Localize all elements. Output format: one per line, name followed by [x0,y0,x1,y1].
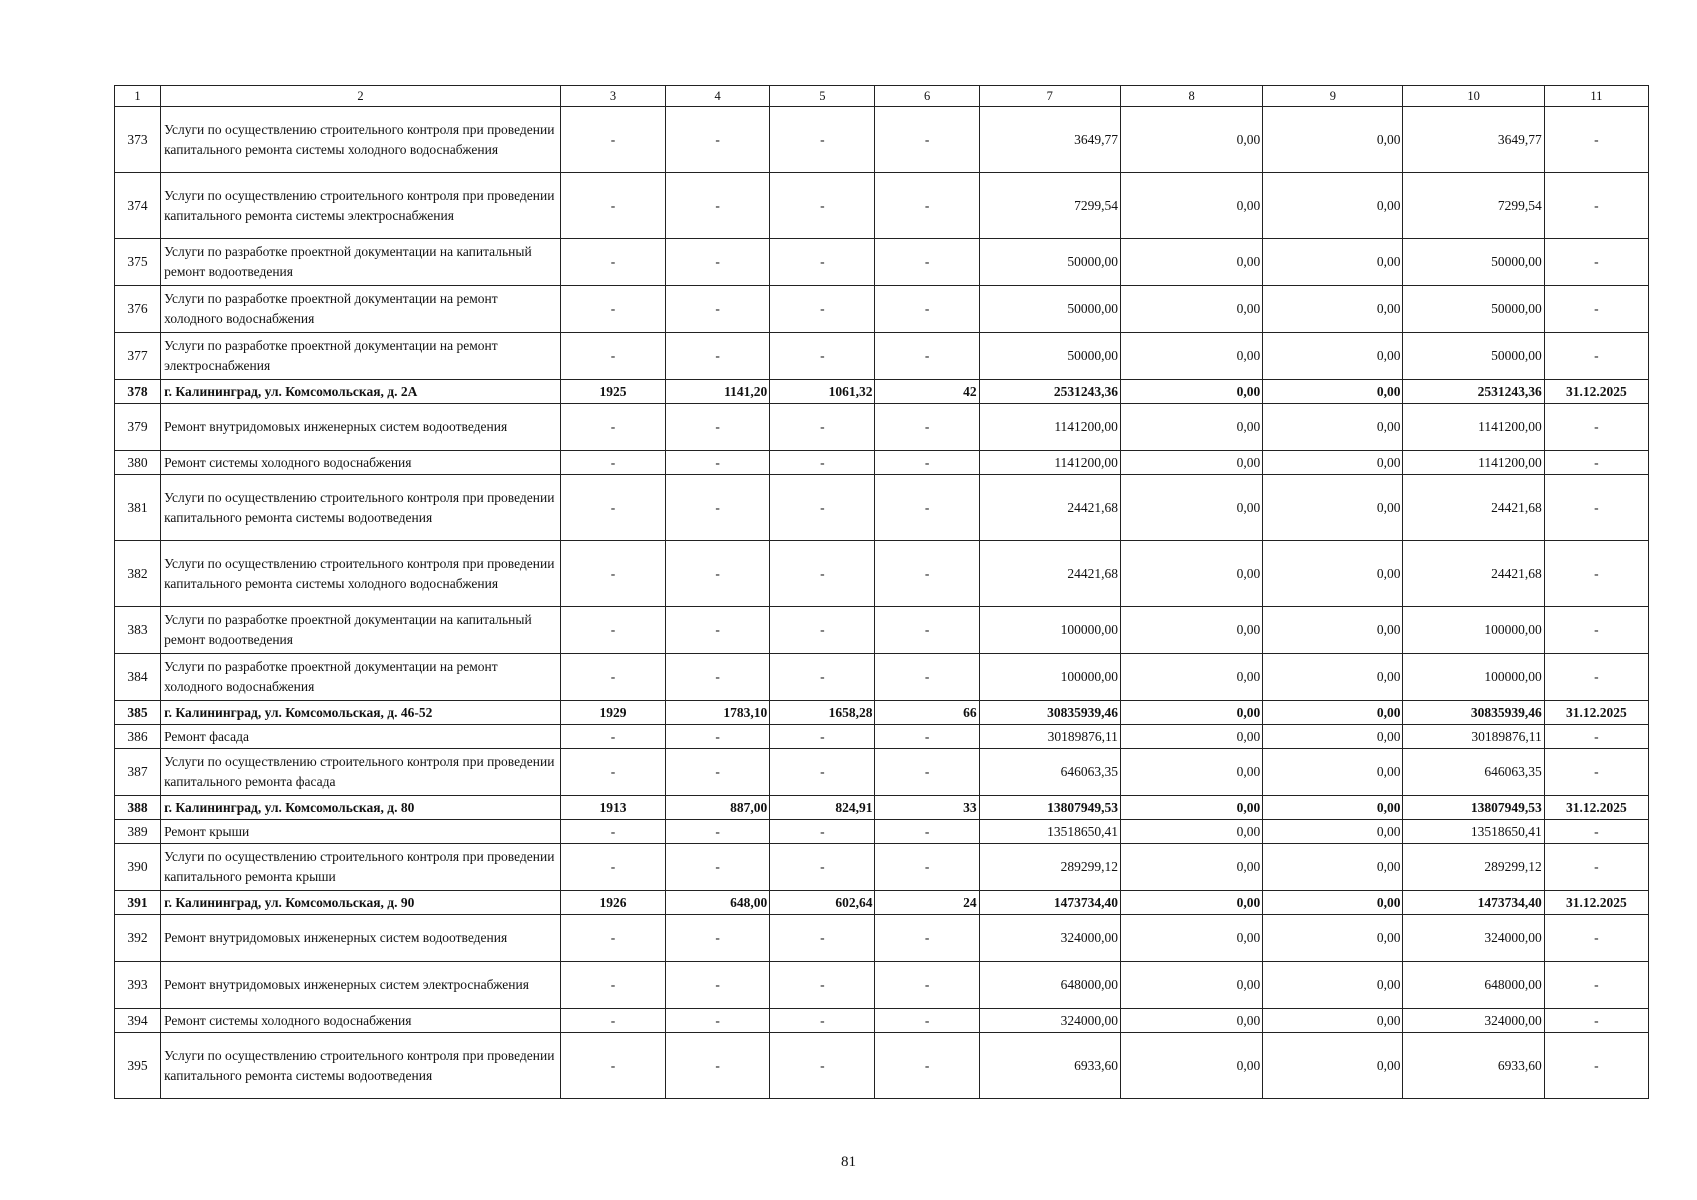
table-row [115,820,1649,844]
budget-cost-cell: 0,00 [1263,796,1403,820]
area-total-cell: - [666,1033,770,1099]
budget-cost-cell: 0,00 [1263,475,1403,541]
area-total-cell: - [666,451,770,475]
deadline-cell: - [1544,962,1648,1009]
area-total-cell: - [666,333,770,380]
area-total-cell: 887,00 [666,796,770,820]
residents-cell: - [875,451,979,475]
owners-cost-cell: 324000,00 [1403,1009,1544,1033]
budget-cost-cell: 0,00 [1263,451,1403,475]
description-cell: Услуги по разработке проектной документации на ремонт электроснабжения [161,333,561,380]
area-living-cell: - [770,962,875,1009]
area-living-cell: - [770,333,875,380]
area-living-cell: - [770,286,875,333]
deadline-cell: - [1544,333,1648,380]
area-living-cell: - [770,239,875,286]
year-cell: - [560,404,665,451]
year-cell: 1926 [560,891,665,915]
budget-cost-cell: 0,00 [1263,607,1403,654]
area-living-cell: - [770,915,875,962]
deadline-cell: - [1544,607,1648,654]
row-number-cell: 373 [115,107,161,173]
description-cell: Услуги по разработке проектной документации на капитальный ремонт водоотведения [161,239,561,286]
residents-cell: 33 [875,796,979,820]
area-total-cell: - [666,475,770,541]
residents-cell: 66 [875,701,979,725]
table-row [115,541,1649,607]
row-number-cell: 383 [115,607,161,654]
year-cell: - [560,1033,665,1099]
column-header: 11 [1544,86,1648,107]
description-cell: Ремонт внутридомовых инженерных систем водоотведения [161,404,561,451]
table-row [115,1033,1649,1099]
year-cell: - [560,915,665,962]
budget-cost-cell: 0,00 [1263,844,1403,891]
column-header: 8 [1120,86,1262,107]
budget-cost-cell: 0,00 [1263,286,1403,333]
row-number-cell: 376 [115,286,161,333]
column-header: 1 [115,86,161,107]
year-cell: - [560,820,665,844]
total-cost-cell: 50000,00 [979,286,1120,333]
budget-cost-cell: 0,00 [1263,380,1403,404]
column-header: 3 [560,86,665,107]
total-cost-cell: 324000,00 [979,1009,1120,1033]
area-living-cell: - [770,173,875,239]
fund-cost-cell: 0,00 [1120,451,1262,475]
column-number-header-row [115,86,1649,107]
total-cost-cell: 30835939,46 [979,701,1120,725]
deadline-cell: - [1544,725,1648,749]
owners-cost-cell: 50000,00 [1403,333,1544,380]
repair-schedule-table [114,85,1649,1099]
area-living-cell: - [770,107,875,173]
residents-cell: - [875,820,979,844]
table-row [115,962,1649,1009]
column-header: 5 [770,86,875,107]
residents-cell: - [875,607,979,654]
residents-cell: - [875,654,979,701]
fund-cost-cell: 0,00 [1120,820,1262,844]
description-cell: Ремонт внутридомовых инженерных систем водоотведения [161,915,561,962]
area-living-cell: - [770,654,875,701]
description-cell: Услуги по осуществлению строительного контроля при проведении капитального ремонта фасада [161,749,561,796]
year-cell: - [560,607,665,654]
year-cell: 1913 [560,796,665,820]
row-number-cell: 394 [115,1009,161,1033]
area-living-cell: 824,91 [770,796,875,820]
area-living-cell: 602,64 [770,891,875,915]
owners-cost-cell: 13807949,53 [1403,796,1544,820]
page-number: 81 [841,1154,856,1170]
deadline-cell: - [1544,239,1648,286]
deadline-cell: - [1544,404,1648,451]
table-row [115,915,1649,962]
total-cost-cell: 648000,00 [979,962,1120,1009]
table-row [115,725,1649,749]
total-cost-cell: 2531243,36 [979,380,1120,404]
address-row [115,380,1649,404]
area-living-cell: - [770,1033,875,1099]
row-number-cell: 388 [115,796,161,820]
owners-cost-cell: 24421,68 [1403,541,1544,607]
table-row [115,654,1649,701]
total-cost-cell: 1141200,00 [979,404,1120,451]
year-cell: - [560,725,665,749]
column-header: 7 [979,86,1120,107]
area-total-cell: - [666,820,770,844]
residents-cell: - [875,541,979,607]
fund-cost-cell: 0,00 [1120,1033,1262,1099]
area-living-cell: 1061,32 [770,380,875,404]
area-living-cell: 1658,28 [770,701,875,725]
fund-cost-cell: 0,00 [1120,333,1262,380]
area-total-cell: 648,00 [666,891,770,915]
fund-cost-cell: 0,00 [1120,541,1262,607]
area-living-cell: - [770,404,875,451]
year-cell: - [560,451,665,475]
table-row [115,239,1649,286]
budget-cost-cell: 0,00 [1263,962,1403,1009]
owners-cost-cell: 646063,35 [1403,749,1544,796]
address-row [115,796,1649,820]
fund-cost-cell: 0,00 [1120,749,1262,796]
budget-cost-cell: 0,00 [1263,701,1403,725]
total-cost-cell: 6933,60 [979,1033,1120,1099]
year-cell: - [560,541,665,607]
row-number-cell: 384 [115,654,161,701]
row-number-cell: 374 [115,173,161,239]
area-living-cell: - [770,820,875,844]
row-number-cell: 375 [115,239,161,286]
table-row [115,475,1649,541]
description-cell: Услуги по осуществлению строительного контроля при проведении капитального ремонта системы водоотведения [161,475,561,541]
description-cell: г. Калининград, ул. Комсомольская, д. 46-52 [161,701,561,725]
deadline-cell: - [1544,541,1648,607]
deadline-cell: - [1544,107,1648,173]
total-cost-cell: 50000,00 [979,239,1120,286]
budget-cost-cell: 0,00 [1263,820,1403,844]
budget-cost-cell: 0,00 [1263,239,1403,286]
area-total-cell: - [666,239,770,286]
area-total-cell: - [666,725,770,749]
year-cell: - [560,475,665,541]
deadline-cell: - [1544,749,1648,796]
residents-cell: - [875,1033,979,1099]
area-total-cell: - [666,541,770,607]
total-cost-cell: 3649,77 [979,107,1120,173]
column-header: 9 [1263,86,1403,107]
area-total-cell: - [666,173,770,239]
residents-cell: - [875,725,979,749]
row-number-cell: 386 [115,725,161,749]
deadline-cell: 31.12.2025 [1544,380,1648,404]
description-cell: Услуги по осуществлению строительного контроля при проведении капитального ремонта системы холодного водоснабжения [161,107,561,173]
area-living-cell: - [770,844,875,891]
row-number-cell: 392 [115,915,161,962]
budget-cost-cell: 0,00 [1263,107,1403,173]
owners-cost-cell: 648000,00 [1403,962,1544,1009]
owners-cost-cell: 324000,00 [1403,915,1544,962]
deadline-cell: - [1544,286,1648,333]
area-total-cell: - [666,607,770,654]
owners-cost-cell: 30189876,11 [1403,725,1544,749]
fund-cost-cell: 0,00 [1120,607,1262,654]
deadline-cell: - [1544,1009,1648,1033]
row-number-cell: 387 [115,749,161,796]
description-cell: Услуги по осуществлению строительного контроля при проведении капитального ремонта крыши [161,844,561,891]
area-total-cell: - [666,962,770,1009]
owners-cost-cell: 1473734,40 [1403,891,1544,915]
year-cell: - [560,333,665,380]
fund-cost-cell: 0,00 [1120,380,1262,404]
row-number-cell: 382 [115,541,161,607]
table-row [115,451,1649,475]
total-cost-cell: 30189876,11 [979,725,1120,749]
residents-cell: 42 [875,380,979,404]
deadline-cell: 31.12.2025 [1544,796,1648,820]
residents-cell: - [875,475,979,541]
residents-cell: - [875,173,979,239]
description-cell: Ремонт системы холодного водоснабжения [161,451,561,475]
description-cell: Ремонт внутридомовых инженерных систем электроснабжения [161,962,561,1009]
description-cell: Услуги по разработке проектной документации на ремонт холодного водоснабжения [161,286,561,333]
description-cell: Услуги по осуществлению строительного контроля при проведении капитального ремонта системы электроснабжения [161,173,561,239]
column-header: 10 [1403,86,1544,107]
year-cell: - [560,1009,665,1033]
address-row [115,891,1649,915]
fund-cost-cell: 0,00 [1120,239,1262,286]
owners-cost-cell: 6933,60 [1403,1033,1544,1099]
residents-cell: - [875,1009,979,1033]
fund-cost-cell: 0,00 [1120,725,1262,749]
year-cell: 1925 [560,380,665,404]
fund-cost-cell: 0,00 [1120,173,1262,239]
deadline-cell: - [1544,1033,1648,1099]
residents-cell: 24 [875,891,979,915]
owners-cost-cell: 30835939,46 [1403,701,1544,725]
area-living-cell: - [770,475,875,541]
row-number-cell: 385 [115,701,161,725]
owners-cost-cell: 100000,00 [1403,654,1544,701]
owners-cost-cell: 13518650,41 [1403,820,1544,844]
area-living-cell: - [770,1009,875,1033]
total-cost-cell: 100000,00 [979,654,1120,701]
row-number-cell: 391 [115,891,161,915]
area-total-cell: 1141,20 [666,380,770,404]
fund-cost-cell: 0,00 [1120,1009,1262,1033]
fund-cost-cell: 0,00 [1120,286,1262,333]
fund-cost-cell: 0,00 [1120,891,1262,915]
deadline-cell: - [1544,451,1648,475]
total-cost-cell: 50000,00 [979,333,1120,380]
total-cost-cell: 100000,00 [979,607,1120,654]
table-row [115,607,1649,654]
description-cell: Услуги по осуществлению строительного контроля при проведении капитального ремонта системы водоотведения [161,1033,561,1099]
area-total-cell: - [666,404,770,451]
fund-cost-cell: 0,00 [1120,915,1262,962]
row-number-cell: 377 [115,333,161,380]
owners-cost-cell: 1141200,00 [1403,404,1544,451]
area-total-cell: - [666,1009,770,1033]
fund-cost-cell: 0,00 [1120,962,1262,1009]
budget-cost-cell: 0,00 [1263,749,1403,796]
budget-cost-cell: 0,00 [1263,404,1403,451]
table-row [115,1009,1649,1033]
year-cell: - [560,107,665,173]
description-cell: г. Калининград, ул. Комсомольская, д. 90 [161,891,561,915]
fund-cost-cell: 0,00 [1120,844,1262,891]
owners-cost-cell: 289299,12 [1403,844,1544,891]
owners-cost-cell: 1141200,00 [1403,451,1544,475]
owners-cost-cell: 7299,54 [1403,173,1544,239]
residents-cell: - [875,962,979,1009]
area-living-cell: - [770,541,875,607]
budget-cost-cell: 0,00 [1263,173,1403,239]
owners-cost-cell: 50000,00 [1403,286,1544,333]
deadline-cell: - [1544,820,1648,844]
total-cost-cell: 324000,00 [979,915,1120,962]
description-cell: Ремонт крыши [161,820,561,844]
residents-cell: - [875,107,979,173]
residents-cell: - [875,749,979,796]
table-body [115,107,1649,1099]
residents-cell: - [875,286,979,333]
description-cell: Услуги по разработке проектной документации на ремонт холодного водоснабжения [161,654,561,701]
table-row [115,286,1649,333]
deadline-cell: - [1544,844,1648,891]
owners-cost-cell: 50000,00 [1403,239,1544,286]
total-cost-cell: 646063,35 [979,749,1120,796]
residents-cell: - [875,333,979,380]
residents-cell: - [875,404,979,451]
fund-cost-cell: 0,00 [1120,404,1262,451]
deadline-cell: - [1544,475,1648,541]
year-cell: - [560,844,665,891]
row-number-cell: 395 [115,1033,161,1099]
deadline-cell: - [1544,654,1648,701]
row-number-cell: 389 [115,820,161,844]
owners-cost-cell: 3649,77 [1403,107,1544,173]
total-cost-cell: 24421,68 [979,475,1120,541]
table-row [115,749,1649,796]
deadline-cell: 31.12.2025 [1544,701,1648,725]
fund-cost-cell: 0,00 [1120,654,1262,701]
residents-cell: - [875,239,979,286]
area-living-cell: - [770,607,875,654]
row-number-cell: 378 [115,380,161,404]
table-row [115,107,1649,173]
year-cell: - [560,749,665,796]
total-cost-cell: 1141200,00 [979,451,1120,475]
row-number-cell: 390 [115,844,161,891]
year-cell: - [560,962,665,1009]
area-total-cell: - [666,654,770,701]
table-row [115,404,1649,451]
table-row [115,844,1649,891]
total-cost-cell: 1473734,40 [979,891,1120,915]
deadline-cell: 31.12.2025 [1544,891,1648,915]
total-cost-cell: 7299,54 [979,173,1120,239]
year-cell: - [560,173,665,239]
fund-cost-cell: 0,00 [1120,796,1262,820]
area-total-cell: - [666,286,770,333]
fund-cost-cell: 0,00 [1120,475,1262,541]
total-cost-cell: 24421,68 [979,541,1120,607]
area-total-cell: - [666,749,770,796]
year-cell: - [560,654,665,701]
column-header: 6 [875,86,979,107]
year-cell: 1929 [560,701,665,725]
fund-cost-cell: 0,00 [1120,701,1262,725]
total-cost-cell: 13518650,41 [979,820,1120,844]
description-cell: Ремонт системы холодного водоснабжения [161,1009,561,1033]
area-total-cell: - [666,915,770,962]
table-row [115,333,1649,380]
residents-cell: - [875,844,979,891]
fund-cost-cell: 0,00 [1120,107,1262,173]
description-cell: Ремонт фасада [161,725,561,749]
row-number-cell: 379 [115,404,161,451]
budget-cost-cell: 0,00 [1263,333,1403,380]
year-cell: - [560,239,665,286]
owners-cost-cell: 24421,68 [1403,475,1544,541]
description-cell: Услуги по разработке проектной документации на капитальный ремонт водоотведения [161,607,561,654]
description-cell: г. Калининград, ул. Комсомольская, д. 80 [161,796,561,820]
description-cell: Услуги по осуществлению строительного контроля при проведении капитального ремонта системы холодного водоснабжения [161,541,561,607]
column-header: 2 [161,86,561,107]
area-total-cell: - [666,107,770,173]
row-number-cell: 380 [115,451,161,475]
budget-cost-cell: 0,00 [1263,1009,1403,1033]
year-cell: - [560,286,665,333]
table-row [115,173,1649,239]
column-header: 4 [666,86,770,107]
area-living-cell: - [770,451,875,475]
area-living-cell: - [770,749,875,796]
address-row [115,701,1649,725]
row-number-cell: 381 [115,475,161,541]
total-cost-cell: 13807949,53 [979,796,1120,820]
budget-cost-cell: 0,00 [1263,725,1403,749]
owners-cost-cell: 100000,00 [1403,607,1544,654]
owners-cost-cell: 2531243,36 [1403,380,1544,404]
residents-cell: - [875,915,979,962]
budget-cost-cell: 0,00 [1263,891,1403,915]
total-cost-cell: 289299,12 [979,844,1120,891]
budget-cost-cell: 0,00 [1263,541,1403,607]
budget-cost-cell: 0,00 [1263,654,1403,701]
area-total-cell: - [666,844,770,891]
deadline-cell: - [1544,173,1648,239]
deadline-cell: - [1544,915,1648,962]
row-number-cell: 393 [115,962,161,1009]
budget-cost-cell: 0,00 [1263,1033,1403,1099]
area-living-cell: - [770,725,875,749]
description-cell: г. Калининград, ул. Комсомольская, д. 2А [161,380,561,404]
area-total-cell: 1783,10 [666,701,770,725]
budget-cost-cell: 0,00 [1263,915,1403,962]
